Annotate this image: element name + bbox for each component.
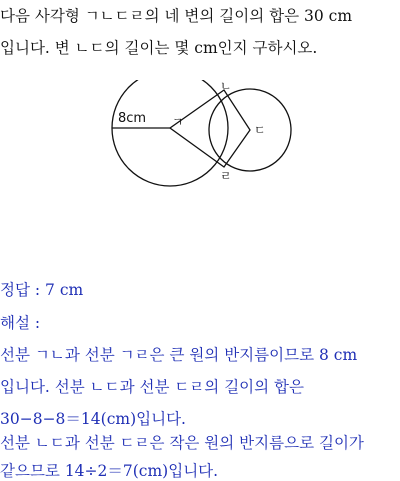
vertex-label-n: ㄴ	[220, 80, 232, 93]
question-line-2: 입니다. 변 ㄴㄷ의 길이는 몇 cm인지 구하시오.	[0, 39, 318, 57]
geometry-figure	[110, 80, 300, 192]
explanation-line-1: 선분 ㄱㄴ과 선분 ㄱㄹ은 큰 원의 반지름이므로 8 cm	[0, 346, 358, 364]
answer-label: 정답 :	[0, 281, 46, 299]
vertex-label-d: ㄷ	[254, 123, 266, 137]
answer-value: 7 cm	[45, 281, 84, 299]
big-circle	[112, 80, 228, 186]
explanation-label: 해설 :	[0, 314, 41, 332]
explanation-line-2: 입니다. 선분 ㄴㄷ과 선분 ㄷㄹ의 길이의 합은	[0, 378, 305, 396]
explanation-line-4: 선분 ㄴㄷ과 선분 ㄷㄹ은 작은 원의 반지름으로 길이가	[0, 434, 364, 452]
explanation-line-5: 같으므로 14÷2＝7(cm)입니다.	[0, 462, 219, 480]
question-line-1: 다음 사각형 ㄱㄴㄷㄹ의 네 변의 길이의 합은 30 cm	[0, 7, 353, 25]
vertex-label-g: ㄱ	[172, 115, 184, 129]
vertex-label-r: ㄹ	[220, 169, 232, 183]
radius-label: 8cm	[118, 111, 147, 126]
answer-line	[0, 278, 83, 300]
explanation-line-3: 30−8−8＝14(cm)입니다.	[0, 410, 186, 428]
